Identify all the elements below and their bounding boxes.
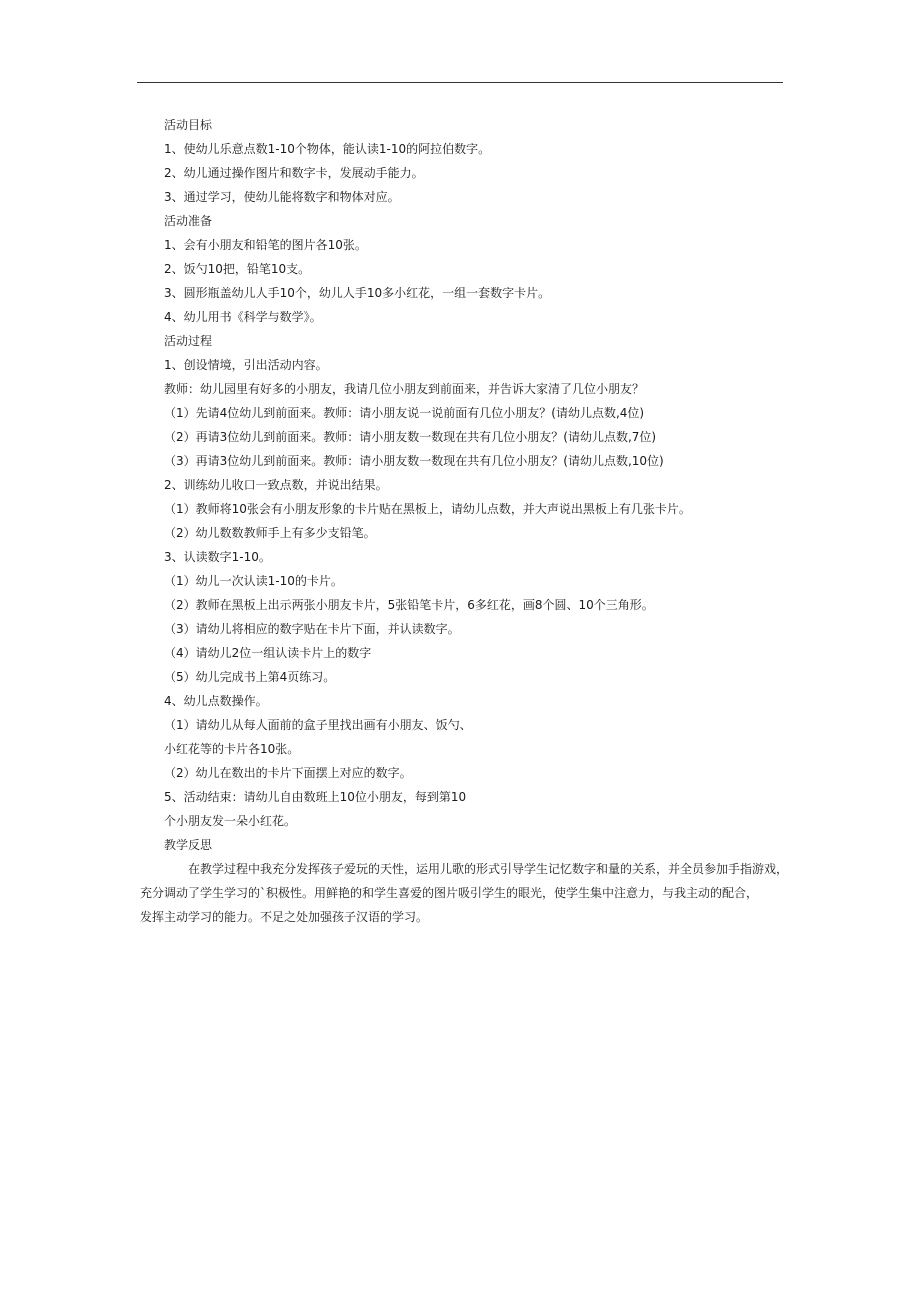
text-line: （2）教师在黑板上出示两张小朋友卡片，5张铅笔卡片，6多红花，画8个圆、10个三角形。	[164, 598, 654, 612]
text-line: 2、幼儿通过操作图片和数字卡，发展动手能力。	[164, 166, 424, 180]
text-line: 2、训练幼儿收口一致点数，并说出结果。	[164, 478, 388, 492]
reflection-line-3: 发挥主动学习的能力。不足之处加强孩子汉语的学习。	[140, 910, 429, 924]
text-line: （5）幼儿完成书上第4页练习。	[164, 670, 336, 684]
reflection-line-1: 在教学过程中我充分发挥孩子爱玩的天性，运用儿歌的形式引导学生记忆数字和量的关系，并全员参加手指游戏，	[188, 862, 789, 876]
text-line: 4、幼儿用书《科学与数学》。	[164, 310, 322, 324]
text-line: 小红花等的卡片各10张。	[164, 742, 300, 756]
text-line: （1）教师将10张会有小朋友形象的卡片贴在黑板上，请幼儿点数，并大声说出黑板上有几张卡片。	[164, 502, 691, 516]
document-lines	[140, 113, 800, 857]
text-line: 1、创设情境，引出活动内容。	[164, 358, 328, 372]
text-line: 2、饭勺10把，铅笔10支。	[164, 262, 311, 276]
reflection-line-2: 充分调动了学生学习的`积极性。用鲜艳的和学生喜爱的图片吸引学生的眼光，使学生集中注意力，与我主动的配合，	[140, 886, 759, 900]
text-line: （1）先请4位幼儿到前面来。教师：请小朋友说一说前面有几位小朋友？(请幼儿点数,4位)	[164, 406, 645, 420]
text-line: （2）再请3位幼儿到前面来。教师：请小朋友数一数现在共有几位小朋友？(请幼儿点数,7位)	[164, 430, 657, 444]
text-line: 教学反思	[164, 838, 213, 852]
text-line: （3）再请3位幼儿到前面来。教师：请小朋友数一数现在共有几位小朋友？(请幼儿点数,10位)	[164, 454, 664, 468]
header-rule	[137, 82, 783, 83]
text-line: 3、圆形瓶盖幼儿人手10个，幼儿人手10多小红花，一组一套数字卡片。	[164, 286, 551, 300]
text-line: 5、活动结束：请幼儿自由数班上10位小朋友，每到第10	[164, 790, 467, 804]
document-body	[140, 113, 800, 929]
text-line: 3、认读数字1-10。	[164, 550, 271, 564]
text-line: 活动目标	[164, 118, 213, 132]
text-line: （3）请幼儿将相应的数字贴在卡片下面，并认读数字。	[164, 622, 460, 636]
text-line: 3、通过学习，使幼儿能将数字和物体对应。	[164, 190, 400, 204]
text-line: （1）幼儿一次认读1-10的卡片。	[164, 574, 343, 588]
text-line: 1、会有小朋友和铅笔的图片各10张。	[164, 238, 367, 252]
text-line: 1、使幼儿乐意点数1-10个物体，能认读1-10的阿拉伯数字。	[164, 142, 491, 156]
text-line: 教师：幼儿园里有好多的小朋友，我请几位小朋友到前面来，并告诉大家清了几位小朋友？	[164, 382, 645, 396]
text-line: （4）请幼儿2位一组认读卡片上的数字	[164, 646, 372, 660]
text-line: 4、幼儿点数操作。	[164, 694, 268, 708]
text-line: （2）幼儿在数出的卡片下面摆上对应的数字。	[164, 766, 412, 780]
text-line: （1）请幼儿从每人面前的盒子里找出画有小朋友、饭勺、	[164, 718, 472, 732]
text-line: 个小朋友发一朵小红花。	[164, 814, 297, 828]
reflection-paragraph	[140, 857, 800, 929]
text-line: （2）幼儿数数教师手上有多少支铅笔。	[164, 526, 376, 540]
text-line: 活动过程	[164, 334, 213, 348]
text-line: 活动准备	[164, 214, 213, 228]
